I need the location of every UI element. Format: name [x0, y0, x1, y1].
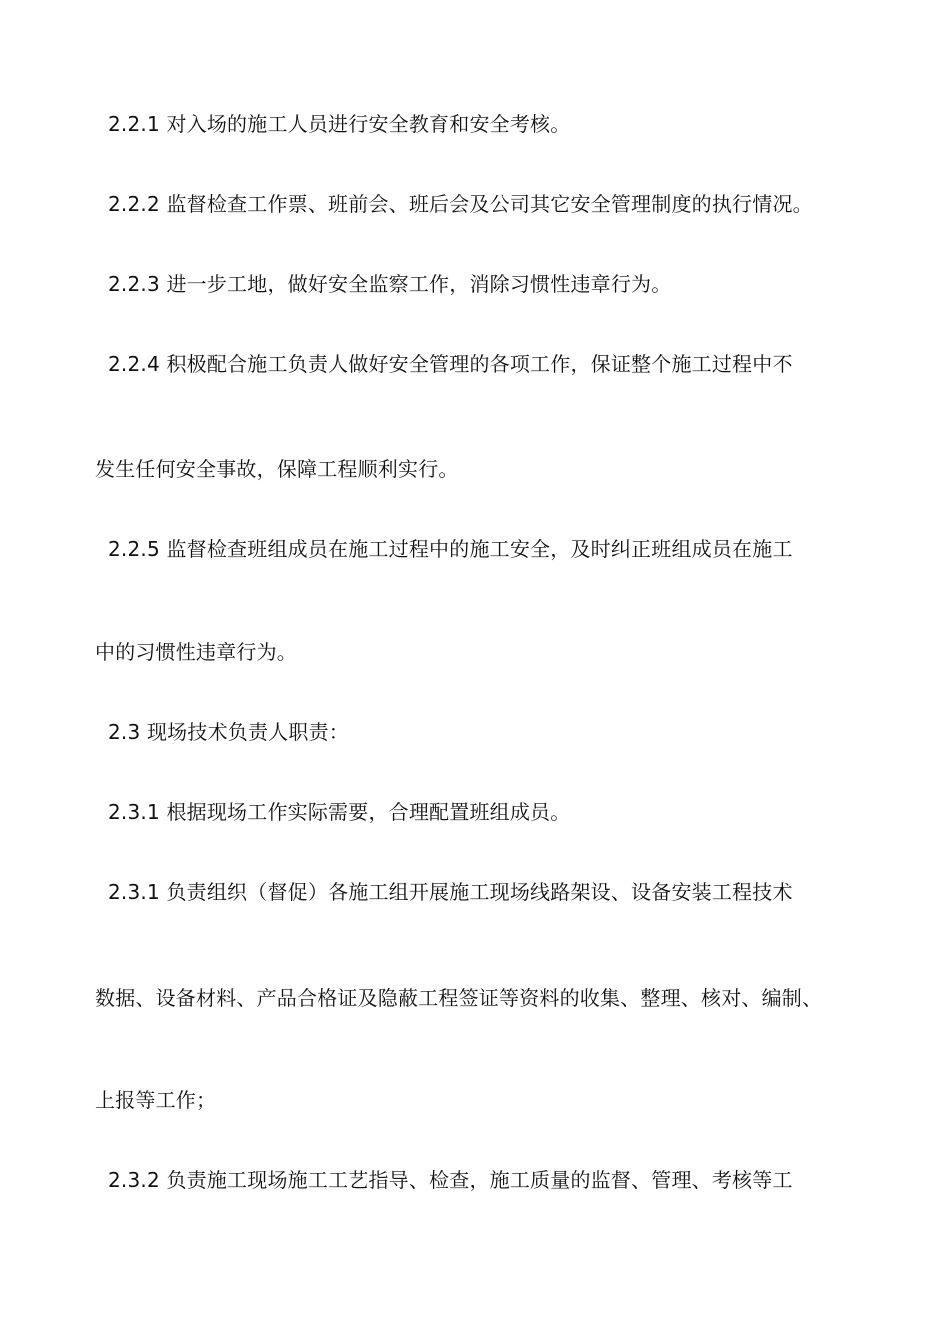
- paragraph-2-2-1: 2.2.1 对入场的施工人员进行安全教育和安全考核。: [108, 112, 571, 136]
- paragraph-2-3-2-line-1: 2.3.2 负责施工现场施工工艺指导、检查，施工质量的监督、管理、考核等工: [108, 1168, 793, 1192]
- paragraph-2-2-2: 2.2.2 监督检查工作票、班前会、班后会及公司其它安全管理制度的执行情况。: [108, 192, 813, 216]
- paragraph-2-2-3: 2.2.3 进一步工地，做好安全监察工作，消除习惯性违章行为。: [108, 272, 672, 296]
- paragraph-2-3-1-a: 2.3.1 根据现场工作实际需要，合理配置班组成员。: [108, 800, 571, 824]
- section-heading-2-3: 2.3 现场技术负责人职责：: [108, 720, 349, 744]
- paragraph-2-3-1-b-line-2: 数据、设备材料、产品合格证及隐蔽工程签证等资料的收集、整理、核对、编制、: [95, 986, 823, 1010]
- paragraph-2-2-4-line-1: 2.2.4 积极配合施工负责人做好安全管理的各项工作，保证整个施工过程中不: [108, 352, 793, 376]
- paragraph-2-2-5-line-1: 2.2.5 监督检查班组成员在施工过程中的施工安全，及时纠正班组成员在施工: [108, 537, 793, 561]
- paragraph-2-3-1-b-line-3: 上报等工作；: [95, 1088, 217, 1112]
- paragraph-2-2-5-line-2: 中的习惯性违章行为。: [95, 640, 297, 664]
- paragraph-2-3-1-b-line-1: 2.3.1 负责组织（督促）各施工组开展施工现场线路架设、设备安装工程技术: [108, 880, 793, 904]
- paragraph-2-2-4-line-2: 发生任何安全事故，保障工程顺利实行。: [95, 457, 459, 481]
